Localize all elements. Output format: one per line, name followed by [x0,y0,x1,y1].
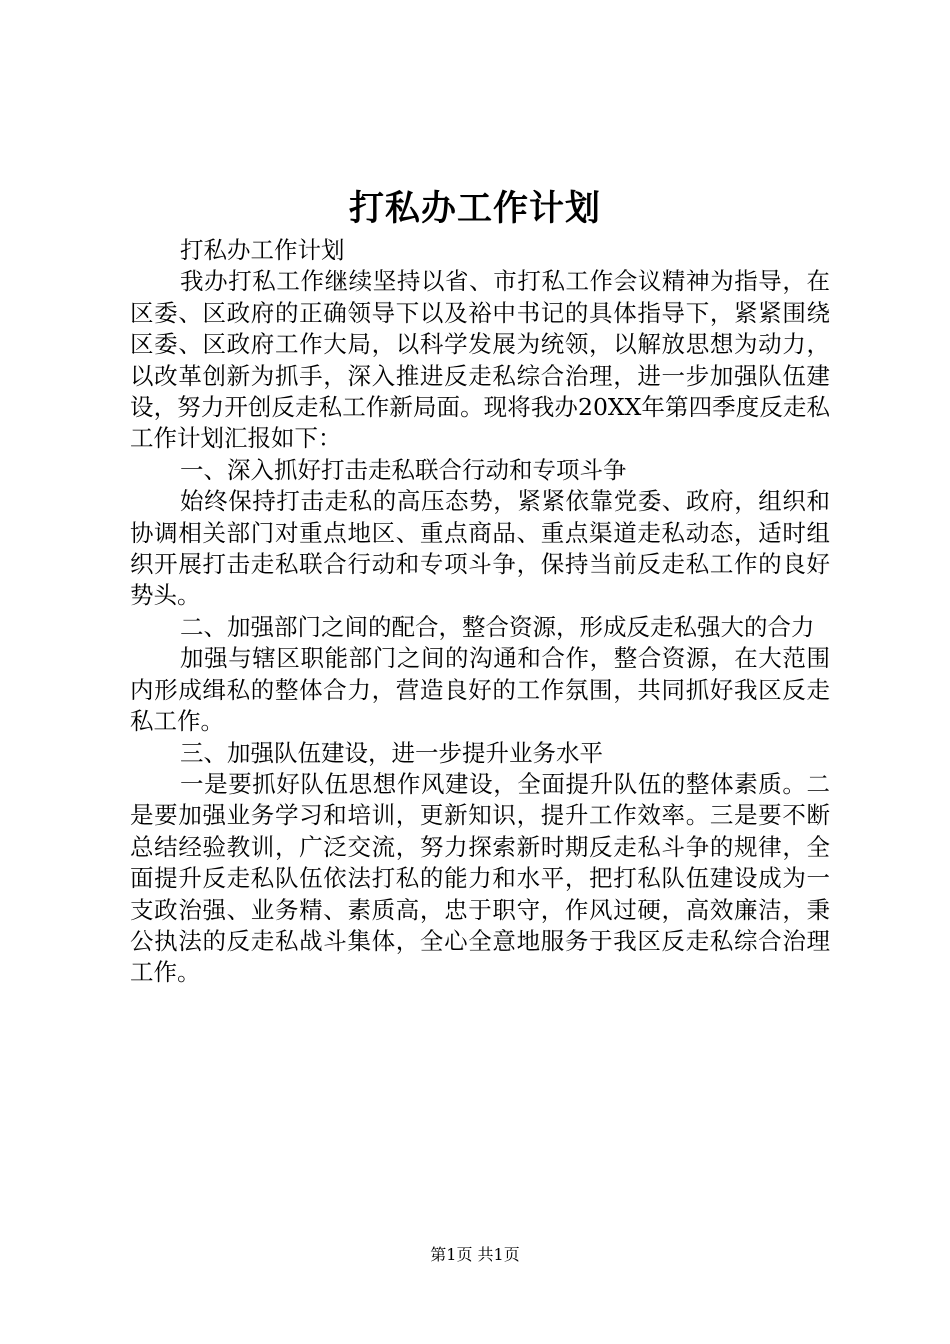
body-paragraph-section-3: 一是要抓好队伍思想作风建设，全面提升队伍的整体素质。二是要加强业务学习和培训，更新知识，提升工作效率。三是要不断总结经验教训，广泛交流，努力探索新时期反走私斗争的规律，全面提升反走私队伍依法打私的能力和水平，把打私队伍建设成为一支政治强、业务精、素质高，忠于职守，作风过硬，高效廉洁，秉公执法的反走私战斗集体，全心全意地服务于我区反走私综合治理工作。 [130,769,830,987]
section-heading-2: 二、加强部门之间的配合，整合资源，形成反走私强大的合力 [180,612,815,641]
section-heading-1: 一、深入抓好打击走私联合行动和专项斗争 [180,455,627,484]
body-paragraph-intro: 我办打私工作继续坚持以省、市打私工作会议精神为指导，在区委、区政府的正确领导下以及裕中书记的具体指导下，紧紧围绕区委、区政府工作大局，以科学发展为统领，以解放思想为动力，以改革创新为抓手，深入推进反走私综合治理，进一步加强队伍建设，努力开创反走私工作新局面。现将我办20XX年第四季度反走私工作计划汇报如下： [130,267,830,453]
body-paragraph-section-2: 加强与辖区职能部门之间的沟通和合作，整合资源，在大范围内形成缉私的整体合力，营造良好的工作氛围，共同抓好我区反走私工作。 [130,644,830,736]
body-paragraph-subtitle: 打私办工作计划 [180,236,345,264]
document-title: 打私办工作计划 [348,188,601,229]
section-heading-3: 三、加强队伍建设，进一步提升业务水平 [180,738,603,767]
page-footer: 第1页 共1页 [430,1245,520,1264]
document-body [130,235,830,989]
body-paragraph-section-1: 始终保持打击走私的高压态势，紧紧依靠党委、政府，组织和协调相关部门对重点地区、重点商品、重点渠道走私动态，适时组织开展打击走私联合行动和专项斗争，保持当前反走私工作的良好势头。 [130,487,830,610]
